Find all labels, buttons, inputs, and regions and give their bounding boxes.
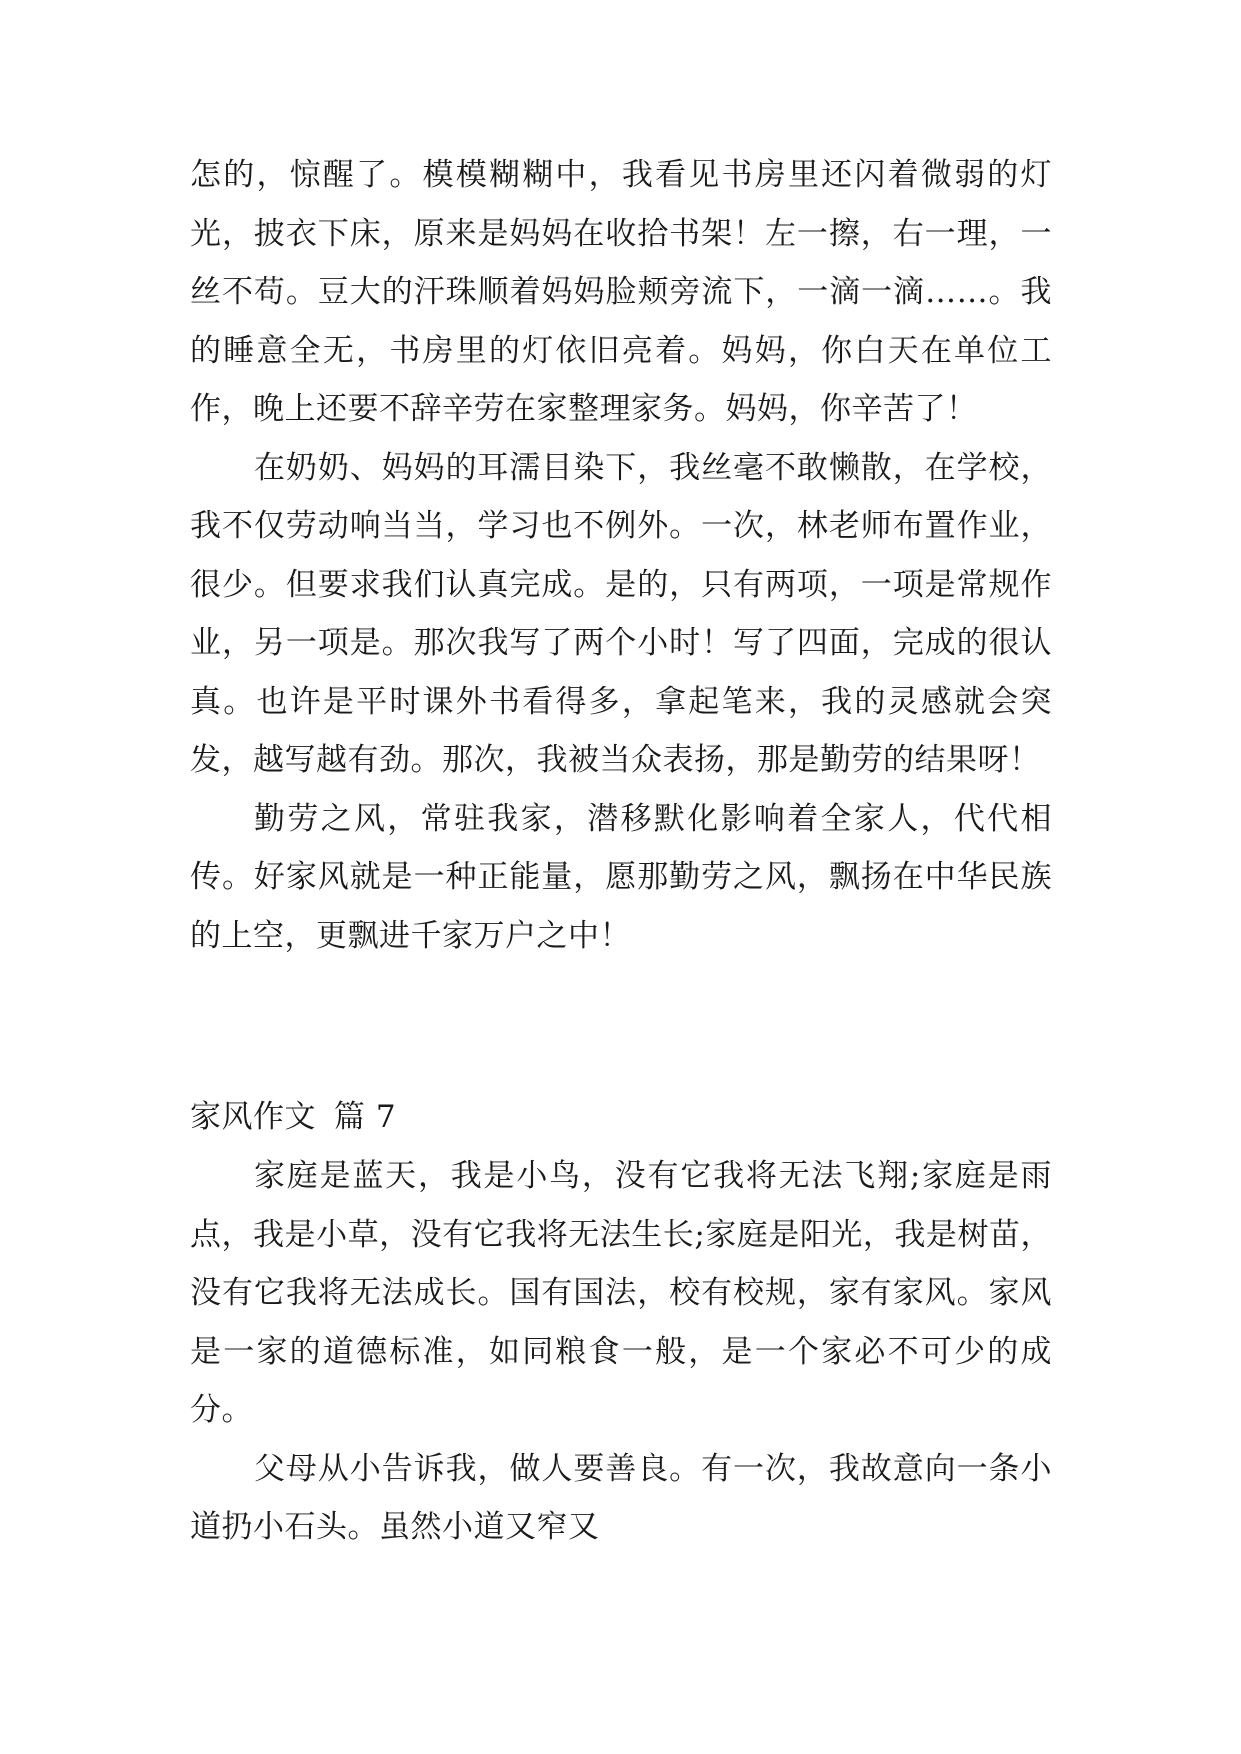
paragraph-school-homework: 在奶奶、妈妈的耳濡目染下，我丝毫不敢懒散，在学校，我不仅劳动响当当，学习也不例外。一次，林老师布置作业，很少。但要求我们认真完成。是的，只有两项，一项是常规作业，另一项是。那次我写了两个小时！写了四面，完成的很认真。也许是平时课外书看得多，拿起笔来，我的灵感就会突发，越写越有劲。那次，我被当众表扬，那是勤劳的结果呀！ bbox=[190, 449, 1052, 778]
paragraph-kindness: 父母从小告诉我，做人要善良。有一次，我故意向一条小道扔小石头。虽然小道又窄又 bbox=[190, 1450, 1052, 1545]
essay-title: 家风作文 bbox=[190, 1099, 316, 1135]
paragraph-conclusion: 勤劳之风，常驻我家，潜移默化影响着全家人，代代相传。好家风就是一种正能量，愿那勤劳之风，飘扬在中华民族的上空，更飘进千家万户之中！ bbox=[190, 800, 1052, 954]
paragraph-mother-cleaning: 怎的，惊醒了。模模糊糊中，我看见书房里还闪着微弱的灯光，披衣下床，原来是妈妈在收拾书架！左一擦，右一理，一丝不苟。豆大的汗珠顺着妈妈脸颊旁流下，一滴一滴……。我的睡意全无，书房里的灯依旧亮着。妈妈，你白天在单位工作，晚上还要不辞辛劳在家整理家务。妈妈，你辛苦了！ bbox=[190, 157, 1052, 427]
essay-heading bbox=[190, 1088, 396, 1147]
essay-section-continued bbox=[190, 146, 1052, 965]
essay-number: 篇 7 bbox=[334, 1099, 397, 1135]
essay-section-7 bbox=[190, 1147, 1052, 1557]
paragraph-family-metaphor: 家庭是蓝天，我是小鸟，没有它我将无法飞翔;家庭是雨点，我是小草，没有它我将无法生长;家庭是阳光，我是树苗，没有它我将无法成长。国有国法，校有校规，家有家风。家风是一家的道德标准，如同粮食一般，是一个家必不可少的成分。 bbox=[190, 1158, 1052, 1428]
